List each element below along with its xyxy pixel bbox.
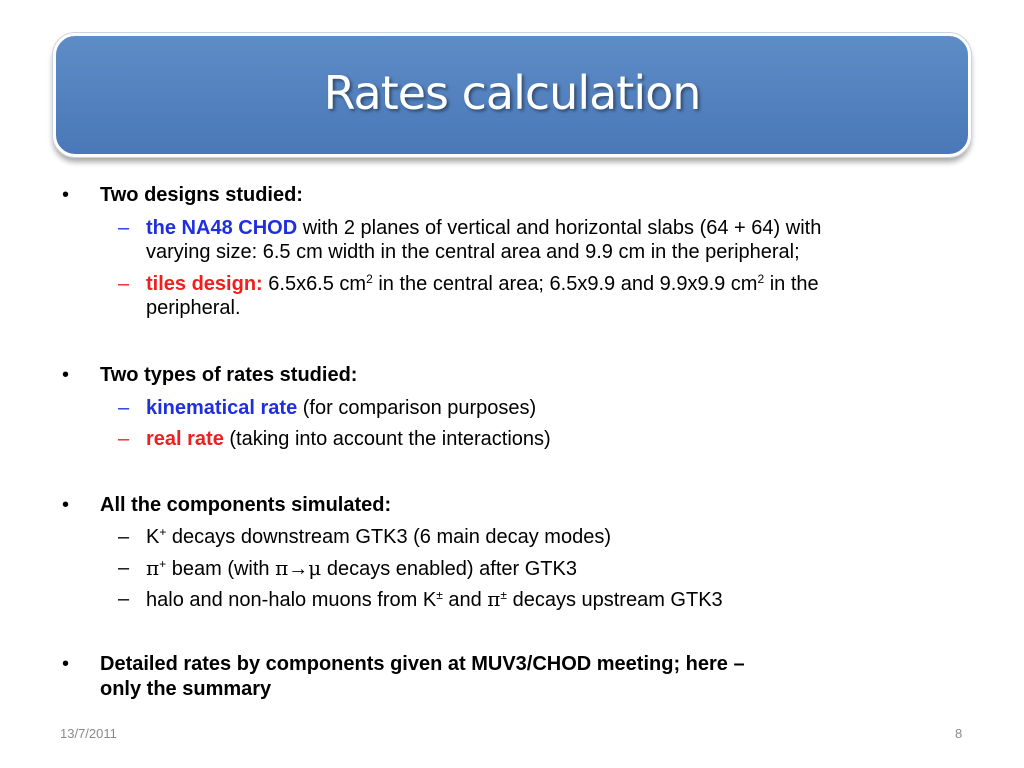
list-item: real rate (taking into account the interactions) [146,428,551,450]
dash-icon: – [118,428,130,450]
dash-icon: – [118,397,130,419]
bullet-icon: • [62,494,70,516]
dash-icon: – [118,588,130,610]
list-item: the NA48 CHOD with 2 planes of vertical and horizontal slabs (64 + 64) with [146,217,822,239]
dash-icon: – [118,217,130,239]
bullet-icon: • [62,653,70,675]
footer-date: 13/7/2011 [60,726,117,741]
dash-icon: – [118,526,130,548]
bullet-icon: • [62,364,70,386]
bullet-heading: Two types of rates studied: [100,364,358,386]
bullet-icon: • [62,184,70,206]
bullet-heading: Detailed rates by components given at MUV3/CHOD meeting; here – [100,653,745,675]
bullet-heading: All the components simulated: [100,494,392,516]
list-item: kinematical rate (for comparison purposes) [146,397,537,419]
slide-title: Rates calculation [323,66,701,120]
list-item: π+ beam (with π→μ decays enabled) after GTK3 [146,556,577,580]
list-item-continuation: peripheral. [146,297,241,319]
footer-page-number: 8 [955,726,963,741]
list-item: tiles design: 6.5x6.5 $cm^2$ in the central area; 6.5x9.9 and 9.9x9.9 $cm^2$ in the [146,272,819,295]
list-item: halo and non-halo muons from K± and π± decays upstream GTK3 [146,587,723,611]
list-item: K+ decays downstream GTK3 (6 main decay modes) [146,525,611,548]
bullet-heading-continuation: only the summary [100,678,272,700]
dash-icon: – [118,273,130,295]
arrow-icon: → [288,558,309,580]
dash-icon: – [118,557,130,579]
list-item-continuation: varying size: 6.5 cm width in the central area and 9.9 cm in the peripheral; [146,241,800,263]
bullet-heading: Two designs studied: [100,184,303,206]
